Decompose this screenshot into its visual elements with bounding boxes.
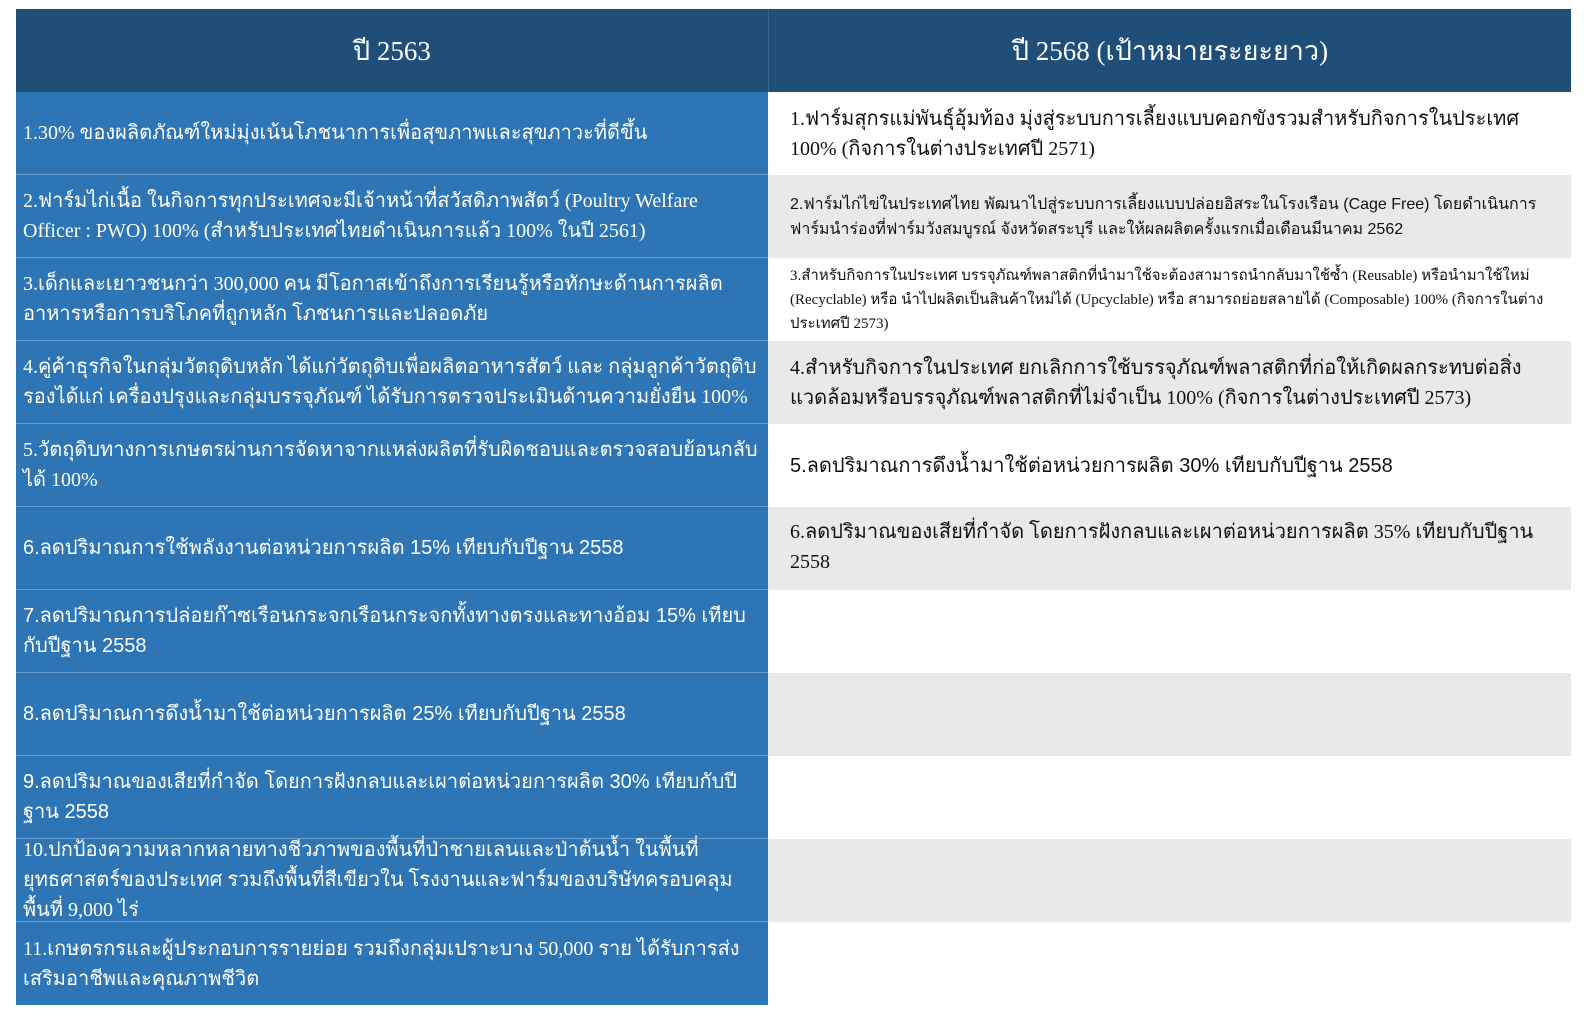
goal-2563-3: 3.เด็กและเยาวชนกว่า 300,000 คน มีโอกาสเข้าถึงการเรียนรู้หรือทักษะด้านการผลิตอาหารหรือการบริโภคที่ถูกหลัก โภชนการและปลอดภัย — [16, 258, 768, 341]
table-row — [16, 424, 1571, 507]
table-header — [16, 9, 1571, 92]
goal-2563-7: 7.ลดปริมาณการปล่อยก๊าซเรือนกระจกเรือนกระจกทั้งทางตรงและทางอ้อม 15% เทียบกับปีฐาน 2558 — [16, 590, 768, 673]
goal-2563-8: 8.ลดปริมาณการดึงน้ำมาใช้ต่อหน่วยการผลิต 25% เทียบกับปีฐาน 2558 — [16, 673, 768, 756]
header-year-2568-long-term: ปี 2568 (เป้าหมายระยะยาว) — [768, 9, 1571, 92]
table-row — [16, 175, 1571, 258]
goal-2563-10: 10.ปกป้องความหลากหลายทางชีวภาพของพื้นที่ป่าชายเลนและป่าต้นน้ำ ในพื้นที่ยุทธศาสตร์ของประเทศ รวมถึงพื้นที่สีเขียวใน โรงงานและฟาร์มของบริษัทครอบคลุมพื้นที่ 9,000 ไร่ — [16, 839, 768, 922]
goal-2568-empty-9 — [768, 756, 1571, 839]
goal-2563-11: 11.เกษตรกรและผู้ประกอบการรายย่อย รวมถึงกลุ่มเปราะบาง 50,000 ราย ได้รับการส่งเสริมอาชีพและคุณภาพชีวิต — [16, 922, 768, 1005]
goal-2563-9: 9.ลดปริมาณของเสียที่กำจัด โดยการฝังกลบและเผาต่อหน่วยการผลิต 30% เทียบกับปีฐาน 2558 — [16, 756, 768, 839]
goal-2568-empty-8 — [768, 673, 1571, 756]
table-row — [16, 673, 1571, 756]
goal-2563-2: 2.ฟาร์มไก่เนื้อ ในกิจการทุกประเทศจะมีเจ้าหน้าที่สวัสดิภาพสัตว์ (Poultry Welfare Officer : PWO) 100% (สำหรับประเทศไทยดำเนินการแล้ว 100% ในปี 2561) — [16, 175, 768, 258]
table-row — [16, 922, 1571, 1005]
table-row — [16, 92, 1571, 175]
goal-2568-3: 3.สำหรับกิจการในประเทศ บรรจุภัณฑ์พลาสติกที่นำมาใช้จะต้องสามารถนำกลับมาใช้ซ้ำ (Reusable) หรือนำมาใช้ใหม่ (Recyclable) หรือ นำไปผลิตเป็นสินค้าใหม่ได้ (Upcyclable) หรือ สามารถย่อยสลายได้ (Composable) 100% (กิจการในต่างประเทศปี 2573) — [768, 258, 1571, 341]
goal-2568-4: 4.สำหรับกิจการในประเทศ ยกเลิกการใช้บรรจุภัณฑ์พลาสติกที่ก่อให้เกิดผลกระทบต่อสิ่งแวดล้อมหรือบรรจุภัณฑ์พลาสติกที่ไม่จำเป็น 100% (กิจการในต่างประเทศปี 2573) — [768, 341, 1571, 424]
goal-2568-2: 2.ฟาร์มไก่ไข่ในประเทศไทย พัฒนาไปสู่ระบบการเลี้ยงแบบปล่อยอิสระในโรงเรือน (Cage Free) โดยดำเนินการฟาร์มนำร่องที่ฟาร์มวังสมบูรณ์ จังหวัดสระบุรี และให้ผลผลิตครั้งแรกเมื่อเดือนมีนาคม 2562 — [768, 175, 1571, 258]
goal-2568-empty-11 — [768, 922, 1571, 1005]
goal-2563-4: 4.คู่ค้าธุรกิจในกลุ่มวัตถุดิบหลัก ได้แก่วัตถุดิบเพื่อผลิตอาหารสัตว์ และ กลุ่มลูกค้าวัตถุดิบรองได้แก่ เครื่องปรุงและกลุ่มบรรจุภัณฑ์ ได้รับการตรวจประเมินด้านความยั่งยืน 100% — [16, 341, 768, 424]
table-row — [16, 341, 1571, 424]
table-row — [16, 590, 1571, 673]
goal-2563-6: 6.ลดปริมาณการใช้พลังงานต่อหน่วยการผลิต 15% เทียบกับปีฐาน 2558 — [16, 507, 768, 590]
table-row — [16, 507, 1571, 590]
goals-table — [16, 9, 1571, 1005]
goal-2568-empty-10 — [768, 839, 1571, 922]
table-row — [16, 756, 1571, 839]
goal-2563-1: 1.30% ของผลิตภัณฑ์ใหม่มุ่งเน้นโภชนาการเพื่อสุขภาพและสุขภาวะที่ดีขึ้น — [16, 92, 768, 175]
goal-2568-5: 5.ลดปริมาณการดึงน้ำมาใช้ต่อหน่วยการผลิต 30% เทียบกับปีฐาน 2558 — [768, 424, 1571, 507]
goal-2568-empty-7 — [768, 590, 1571, 673]
goal-2568-1: 1.ฟาร์มสุกรแม่พันธุ์อุ้มท้อง มุ่งสู่ระบบการเลี้ยงแบบคอกขังรวมสำหรับกิจการในประเทศ 100% (กิจการในต่างประเทศปี 2571) — [768, 92, 1571, 175]
table-row — [16, 258, 1571, 341]
header-year-2563: ปี 2563 — [16, 9, 768, 92]
goal-2568-6: 6.ลดปริมาณของเสียที่กำจัด โดยการฝังกลบและเผาต่อหน่วยการผลิต 35% เทียบกับปีฐาน 2558 — [768, 507, 1571, 590]
goal-2563-5: 5.วัตถุดิบทางการเกษตรผ่านการจัดหาจากแหล่งผลิตที่รับผิดชอบและตรวจสอบย้อนกลับได้ 100% — [16, 424, 768, 507]
table-row — [16, 839, 1571, 922]
